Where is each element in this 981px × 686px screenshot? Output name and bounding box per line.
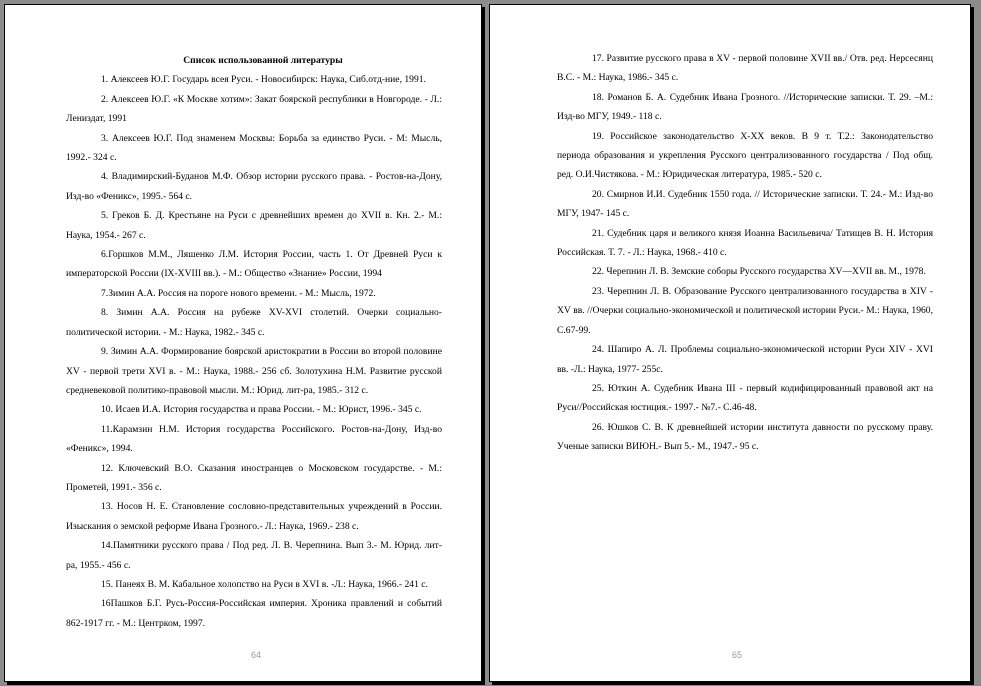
bibliography-entry-15: 15. Панеях В. М. Кабальное холопство на Руси в XVI в. -Л.: Наука, 1966.- 241 с. <box>101 578 428 590</box>
bibliography-entry-19: 19. Российское законодательство X-XX веков. В 9 т. Т.2.: Законодательство периода образования и укрепления Русского централизованного государства / Под общ. ред. О.И.Чистякова. - М.: Юридическая литература, 1985.- 520 с. <box>557 130 933 181</box>
bibliography-entry-11: 11.Карамзин Н.М. История государства Российского. Ростов-на-Дону, Изд-во «Феникс», 1994. <box>66 423 442 455</box>
bibliography-entry-21: 21. Судебник царя и великого князя Иоанна Васильевича/ Татищев В. Н. История Российская. Т. 7. - Л.: Наука, 1968.- 410 с. <box>557 227 933 259</box>
bibliography-entry-3: 3. Алексеев Ю.Г. Под знаменем Москвы: Борьба за единство Руси. - М: Мысль, 1992.- 324 с. <box>66 132 442 164</box>
document-page-left <box>4 4 482 682</box>
bibliography-entry-4: 4. Владимирский-Буданов М.Ф. Обзор истории русского права. - Ростов-на-Дону, Изд-во «Феникс», 1995.- 564 с. <box>66 171 442 202</box>
bibliography-entry-14: 14.Памятники русского права / Под ред. Л. В. Черепнина. Вып 3.- М. Юрид. лит-ра, 1955.- 456 с. <box>66 540 442 571</box>
bibliography-entry-25: 25. Юткин А. Судебник Ивана III - первый кодифицированный правовой акт на Руси//Российская юстиция.- 1997.- №7.- С.46-48. <box>557 382 933 414</box>
document-page-right <box>489 4 971 682</box>
bibliography-entry-18: 18. Романов Б. А. Судебник Ивана Грозного. //Исторические записки. Т. 29. –М.: Изд-во МГУ, 1949.- 118 с. <box>557 91 933 123</box>
bibliography-entry-7: 7.Зимин А.А. Россия на пороге нового времени. - М.: Мысль, 1972. <box>101 287 376 299</box>
bibliography-entry-24: 24. Шапиро А. Л. Проблемы социально-экономической истории Руси XIV - XVI вв. -Л.: Наука, 1977- 255с. <box>557 344 933 375</box>
bibliography-entry-22: 22. Черепнин Л. В. Земские соборы Русского государства XV—XVII вв. М., 1978. <box>592 266 926 278</box>
bibliography-entry-2: 2. Алексеев Ю.Г. «К Москве хотим»: Закат боярской республики в Новгороде. - Л.: Лениздат, 1991 <box>66 93 442 125</box>
bibliography-entry-26: 26. Юшков С. В. К древнейшей истории института давности по русскому праву. Ученые записки ВИЮН.- Вып 5.- М., 1947.- 95 с. <box>557 421 933 453</box>
page-text-block <box>66 51 442 633</box>
bibliography-entry-12: 12. Ключевский В.О. Сказания иностранцев о Московском государстве. - М.: Прометей, 1991.- 356 с. <box>66 462 442 493</box>
bibliography-entry-20: 20. Смирнов И.И. Судебник 1550 года. // Исторические записки. Т. 24.- М.: Изд-во МГУ, 1947- 145 с. <box>557 188 933 220</box>
bibliography-entry-13: 13. Носов Н. Е. Становление сословно-представительных учреждений в России. Изыскания о земской реформе Ивана Грозного.- Л.: Наука, 1969.- 238 с. <box>66 501 442 532</box>
bibliography-entry-23: 23. Черепнин Л. В. Образование Русского централизованного государства в XIV - XV вв. //Очерки социально-экономической и политической истории Руси.- М.: Наука, 1960, С.67-99. <box>557 285 933 336</box>
page-number-right: 65 <box>731 650 742 660</box>
bibliography-entry-8: 8. Зимин А.А. Россия на рубеже XV-XVI столетий. Очерки социально-политической истории. - М.: Наука, 1982.- 345 с. <box>66 307 442 338</box>
bibliography-entry-9: 9. Зимин А.А. Формирование боярской аристократии в России во второй половине XV - первой трети XVI в. - М.: Наука, 1988.- 256 сб. Золотухина Н.М. Развитие русской средневековой политико-правовой мысли. М.: Юрид. лит-ра, 1985.- 312 с. <box>66 346 442 396</box>
bibliography-entry-5: 5. Греков Б. Д. Крестьяне на Руси с древнейших времен до XVII в. Кн. 2.- М.: Наука, 1954.- 267 с. <box>66 210 442 241</box>
bibliography-title: Список использованной литературы <box>183 55 343 66</box>
bibliography-entry-17: 17. Развитие русского права в XV - первой половине XVII вв./ Отв. ред. Нерсесянц В.С. - М.: Наука, 1986.- 345 с. <box>557 53 933 84</box>
page-text-block <box>557 49 933 457</box>
page-number-left: 64 <box>250 650 261 660</box>
bibliography-entry-6: 6.Горшков М.М., Ляшенко Л.М. История России, часть 1. От Древней Руси к императорской России (IX-XVIII вв.). - М.: Общество «Знание» России, 1994 <box>66 249 442 280</box>
bibliography-entry-10: 10. Исаев И.А. История государства и права России. - М.: Юрист, 1996.- 345 с. <box>101 404 422 416</box>
bibliography-entry-16: 16Пашков Б.Г. Русь-Россия-Российская империя. Хроника правлений и событий 862-1917 гг. - М.: Центрком, 1997. <box>66 598 442 629</box>
bibliography-entry-1: 1. Алексеев Ю.Г. Государь всея Руси. - Новосибирск: Наука, Сиб.отд-ние, 1991. <box>101 74 426 86</box>
